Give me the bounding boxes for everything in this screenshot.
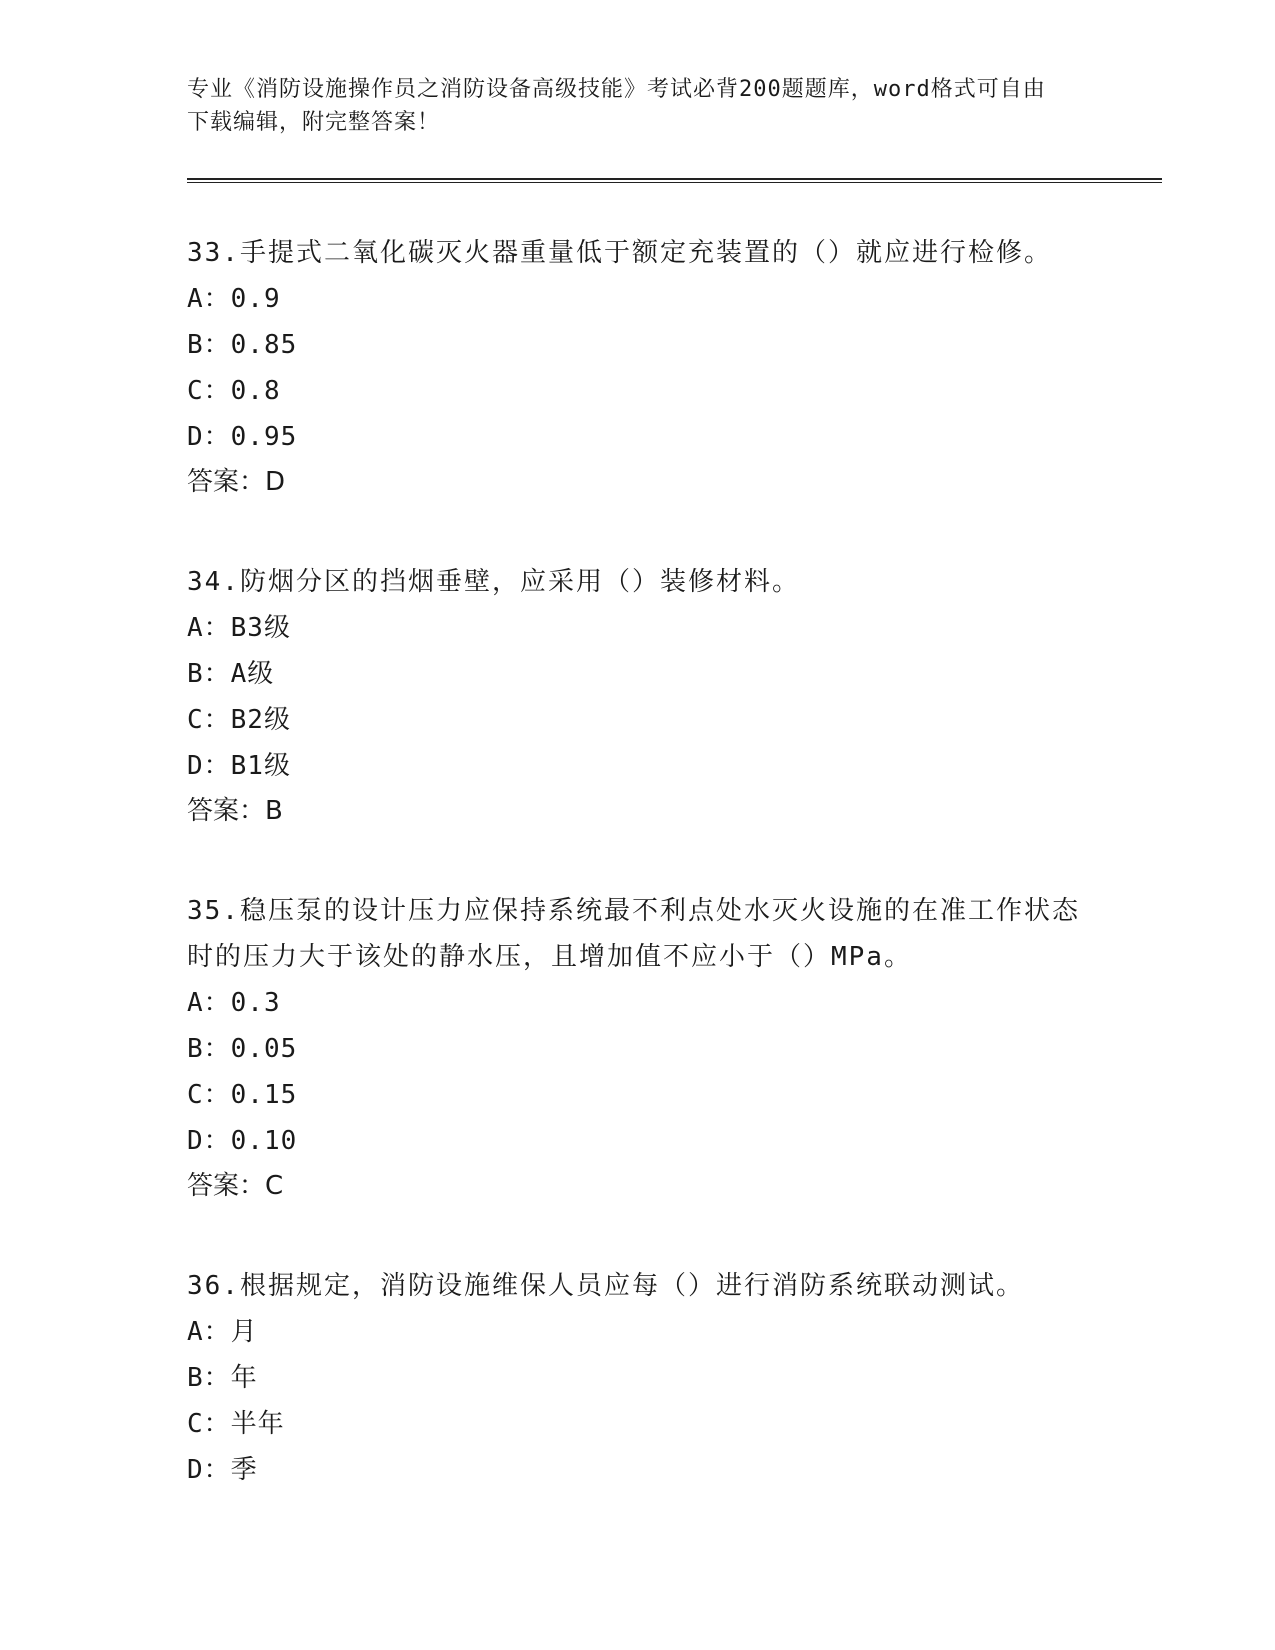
- option-c: C：半年: [187, 1409, 285, 1439]
- option-b: B：0.05: [187, 1034, 298, 1064]
- option-a: A：0.9: [187, 284, 281, 314]
- option-d: D：0.10: [187, 1126, 298, 1156]
- question-36: [187, 1263, 1087, 1493]
- question-stem: 36.根据规定，消防设施维保人员应每（）进行消防系统联动测试。: [187, 1271, 1024, 1301]
- answer-line: 答案：D: [187, 467, 286, 497]
- question-33: [187, 230, 1087, 504]
- option-a: A：B3级: [187, 613, 291, 643]
- question-list: [187, 230, 1087, 1548]
- question-stem: 33.手提式二氧化碳灭火器重量低于额定充装置的（）就应进行检修。: [187, 238, 1052, 268]
- header-divider: [187, 178, 1162, 183]
- option-a: A：月: [187, 1317, 258, 1347]
- option-d: D：季: [187, 1455, 258, 1485]
- option-a: A：0.3: [187, 988, 281, 1018]
- answer-line: 答案：B: [187, 796, 283, 826]
- option-b: B：0.85: [187, 330, 298, 360]
- option-b: B：年: [187, 1363, 258, 1393]
- question-stem: 34.防烟分区的挡烟垂壁，应采用（）装修材料。: [187, 567, 800, 597]
- option-b: B：A级: [187, 659, 275, 689]
- option-d: D：0.95: [187, 422, 298, 452]
- question-stem: 35.稳压泵的设计压力应保持系统最不利点处水灭火设施的在准工作状态时的压力大于该处的静水压，且增加值不应小于（）MPa。: [187, 896, 1080, 972]
- option-c: C：0.15: [187, 1080, 298, 1110]
- question-34: [187, 559, 1087, 833]
- answer-line: 答案：C: [187, 1171, 284, 1201]
- option-c: C：B2级: [187, 705, 291, 735]
- document-header: 专业《消防设施操作员之消防设备高级技能》考试必背200题题库，word格式可自由下载编辑，附完整答案！: [187, 77, 1046, 135]
- option-d: D：B1级: [187, 751, 291, 781]
- question-35: [187, 888, 1087, 1208]
- option-c: C：0.8: [187, 376, 281, 406]
